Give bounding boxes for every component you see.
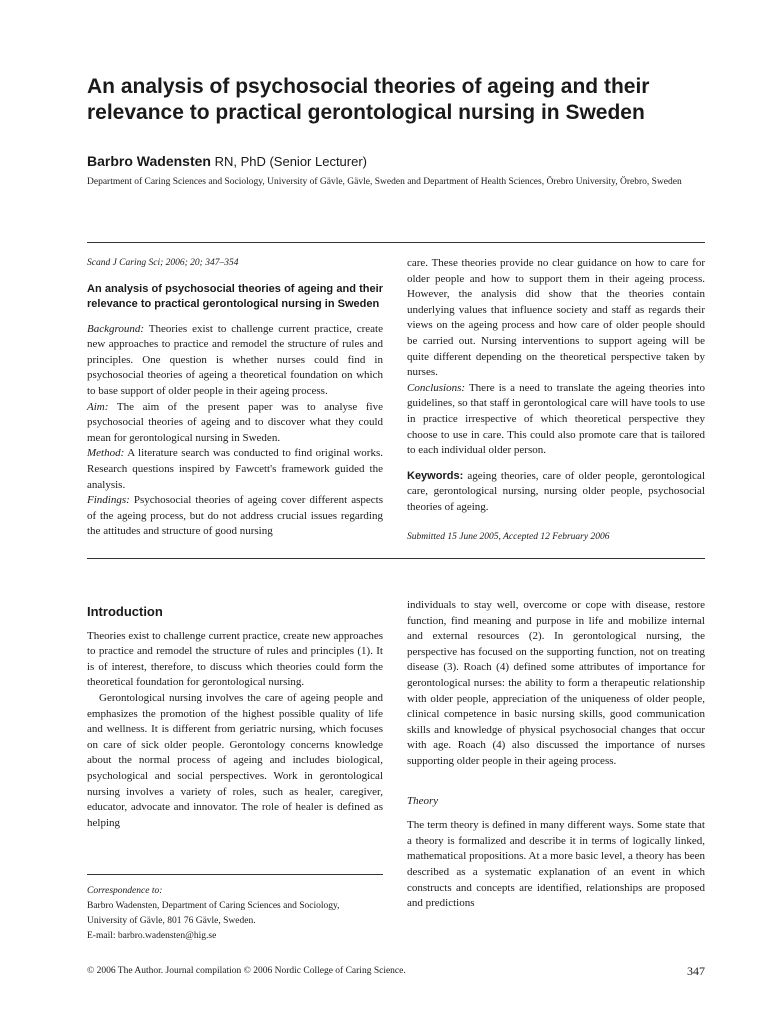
journal-citation: Scand J Caring Sci; 2006; 20; 347–354 [87,258,239,268]
introduction-heading: Introduction [87,604,163,619]
intro-paragraph-2-continued: individuals to stay well, overcome or cope with disease, restore function, find meaning and purpose in life and mobilize internal and external resources (2). In gerontological nursing, the perspective has focused on the supporting function, not on treating disease (3). Roach (4) defined some attributes of importance for gerontological nurses: the ability to form a therapeutic relationship with older people, appreciation of the uniqueness of older people, clinical competence in basic nursing skills, good communication skills and knowledge of physical psychosocial changes that occur with age. Roach (4) also discussed the importance of nurses supporting older people in their ageing process. [407,599,705,767]
aim-text: The aim of the present paper was to analyse five psychosocial theories of ageing and to discover what they could mean for gerontological nursing in Sweden. [87,400,383,444]
method-text: A literature search was conducted to find original works. Research questions inspired by Fawcett's framework guided the analysis. [87,447,383,491]
correspondence-block [87,884,383,944]
body-right-column [407,598,705,912]
author-credentials: RN, PhD (Senior Lecturer) [210,154,368,169]
abstract-background [87,322,383,400]
submission-dates: Submitted 15 June 2005, Accepted 12 February 2006 [407,531,610,542]
abstract-method [87,446,383,493]
aim-label: Aim: [87,400,109,413]
correspondence-label: Correspondence to: [87,886,163,896]
abstract-findings-start [87,493,383,540]
conclusions-label: Conclusions: [407,381,466,394]
author-affiliation: Department of Caring Sciences and Sociology, University of Gävle, Gävle, Sweden and Department of Health Sciences, Örebro University, Örebro, Sweden [87,177,682,187]
correspondence-line-2: University of Gävle, 801 76 Gävle, Sweden. [87,916,256,926]
keywords-text: ageing theories, care of older people, gerontological care, gerontological nursing, nursing older people, psychosocial theories of ageing. [407,469,705,513]
abstract-findings-continued: care. These theories provide no clear guidance on how to care for older people and how to support them in their ageing process. However, the analysis did show that the theories contain underlying values that influence society and staff as regards their views on the ageing process and how care of older people should be carried out. Nursing interventions to support ageing will be quite different depending on the theoretical perspective taken by nurses. [407,257,705,379]
correspondence-email: E-mail: barbro.wadensten@hig.se [87,931,217,941]
abstract-left-column [87,256,383,540]
body-left-column [87,604,383,831]
keywords-label: Keywords: [407,469,464,482]
abstract-conclusions [407,381,705,459]
intro-paragraph-2: Gerontological nursing involves the care of ageing people and emphasizes the promotion of the highest possible quality of life and wellness. It is different from geriatric nursing, which focuses on care of sick older people. Gerontology concerns knowledge about the normal process of ageing and includes biological, psychological and social perspectives. Work in gerontological nursing involves a variety of roles, such as healer, caregiver, educator, advocate and innovator. The role of healer is defined as helping [87,691,383,829]
conclusions-text: There is a need to translate the ageing theories into guidelines, so that staff in gerontological care will have tools to use in practice irrespective of which theoretical perspective they choose to use in care. This could also promote care that is tailored to each individual older person. [407,381,705,457]
theory-paragraph-1: The term theory is defined in many different ways. Some state that a theory is formalized and describe it in terms of logically linked, mathematical propositions. At a more basic level, a theory has been described as a systematic explanation of an event in which constructs and concepts are identified, relationships are proposed and predictions [407,819,705,910]
abstract-aim [87,400,383,447]
correspondence-rule [87,874,383,875]
author-line [87,153,367,169]
abstract-bottom-rule [87,558,705,559]
copyright-footer: © 2006 The Author. Journal compilation © 2006 Nordic College of Caring Science. [87,966,406,976]
author-name: Barbro Wadensten [87,153,211,169]
abstract-title: An analysis of psychosocial theories of ageing and their relevance to practical gerontological nursing in Sweden [87,282,383,310]
background-label: Background: [87,322,145,335]
correspondence-line-1: Barbro Wadensten, Department of Caring Sciences and Sociology, [87,901,340,911]
intro-paragraph-1: Theories exist to challenge current practice, create new approaches to practice and remodel the structure of rules and principles (1). It is of interest, therefore, to discuss which theories could form the theoretical foundation for gerontological nursing. [87,629,383,689]
abstract-keywords [407,469,705,516]
abstract-top-rule [87,242,705,243]
article-title: An analysis of psychosocial theories of ageing and their relevance to practical gerontological nursing in Sweden [87,75,650,124]
findings-text: Psychosocial theories of ageing cover different aspects of the ageing process, but do not address crucial issues regarding the attitudes and structure of good nursing [87,494,383,538]
page-number: 347 [687,964,705,978]
theory-heading: Theory [407,794,439,807]
method-label: Method: [87,447,125,460]
abstract-right-column [407,256,705,545]
findings-label: Findings: [87,494,130,507]
background-text: Theories exist to challenge current practice, create new approaches to practice and remodel the structure of rules and principles. One question is whether nurses could find in psychosocial theories of ageing a theoretical foundation on which to base support of older people in their ageing process. [87,322,383,397]
